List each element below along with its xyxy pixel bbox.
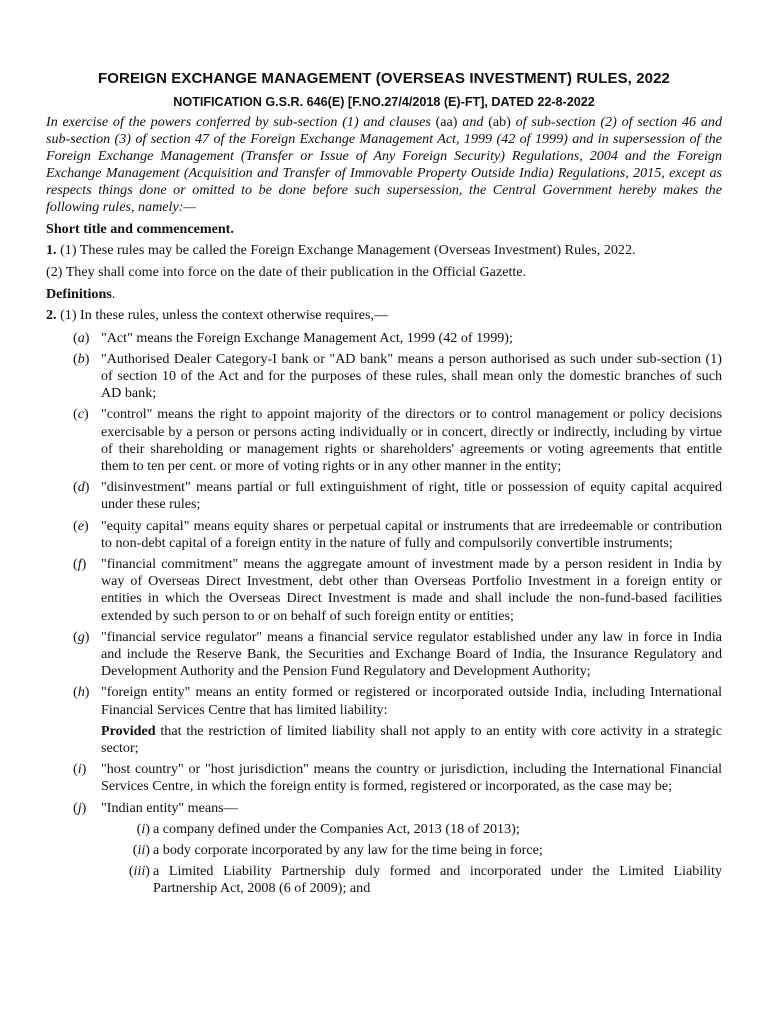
- definition-label: (b): [73, 350, 90, 367]
- definition-text: "Act" means the Foreign Exchange Management Act, 1999 (42 of 1999);: [101, 329, 513, 346]
- section-1-sub-2: (2) They shall come into force on the date of their publication in the Official Gazette.: [46, 263, 527, 280]
- section-1-sub-1-text: (1) These rules may be called the Foreign Exchange Management (Overseas Investment) Rules, 2022.: [56, 241, 636, 258]
- definition-text: "Indian entity" means—: [101, 799, 238, 816]
- definition-b: [46, 351, 722, 403]
- definition-text: "host country" or "host jurisdiction" means the country or jurisdiction, including the International Financial Services Centre, in which the foreign entity is formed, registered or incorporated, as the case may be;: [101, 761, 722, 795]
- definition-label: (a): [73, 329, 90, 346]
- indian-entity-clause-label-letter: i: [141, 820, 146, 837]
- clause-aa: (aa): [435, 114, 458, 130]
- section-1-number: 1.: [46, 241, 57, 258]
- definition-label-letter: d: [77, 479, 85, 496]
- section-2-heading: [46, 286, 722, 303]
- section-1-heading: Short title and commencement.: [46, 220, 234, 237]
- definition-text: "control" means the right to appoint majority of the directors or to control management or policy decisions exercisable by a person or persons acting individually or in concert, directly or indirectly, including by virtue of their shareholding or management rights or shareholders' agreements or voting agreements that entitle them to ten per cent. or more of voting rights or in any other manner in the entity;: [101, 406, 722, 474]
- definition-text: "financial commitment" means the aggregate amount of investment made by a person resident in India by way of Overseas Direct Investment, debt other than Overseas Portfolio Investment in a foreign entity or entities in which the Overseas Direct Investment is made and shall include the non-fund-based facilities extended by such person to or on behalf of such foreign entity or entities;: [101, 556, 722, 624]
- definition-h: [46, 684, 722, 718]
- indian-entity-clause-label: (ii): [132, 842, 150, 859]
- indian-entity-clause-label: (i): [136, 820, 150, 837]
- preamble: [46, 114, 722, 217]
- definition-text: "financial service regulator" means a financial service regulator established under any law in force in India and include the Reserve Bank, the Securities and Exchange Board of India, the Insurance Regulatory and Development Authority and the Pension Fund Regulatory and Development Authority;: [101, 628, 722, 680]
- indian-entity-clause-iii: [46, 863, 722, 897]
- definition-i: [46, 761, 722, 795]
- definition-label: (f): [73, 556, 87, 573]
- definition-label: (g): [73, 628, 90, 645]
- indian-entity-clause-text: a company defined under the Companies Act, 2013 (18 of 2013);: [153, 820, 520, 837]
- preamble-part-1: In exercise of the powers conferred by sub-section (1) and clauses: [46, 114, 436, 130]
- indian-entity-clause-label-letter: ii: [137, 842, 146, 859]
- definition-label: (h): [73, 684, 90, 701]
- definition-label: (j): [73, 799, 87, 816]
- definition-label-letter: h: [77, 684, 85, 701]
- section-2-heading-text: Definitions: [46, 286, 112, 303]
- definition-label: (e): [73, 517, 89, 534]
- indian-entity-clause-ii: [46, 842, 722, 859]
- proviso-lead: Provided: [101, 722, 156, 739]
- proviso-text: that the restriction of limited liability shall not apply to an entity with core activity in a strategic sector;: [101, 722, 722, 757]
- indian-entity-clause-label: (iii): [128, 863, 150, 880]
- preamble-part-2: and: [457, 114, 489, 130]
- definition-e: [46, 518, 722, 552]
- preamble-part-3: of sub-section (2) of section 46 and sub-section (3) of section 47 of the Foreign Exchange Management Act, 1999 (42 of 1999) and in supersession of the Foreign Exchange Management (Transfer or Issue of Any Foreign Security) Regulations, 2004 and the Foreign Exchange Management (Acquisition and Transfer of Immovable Property Outside India) Regulations, 2015, except as respects things done or omitted to be done before such supersession, the Central Government hereby makes the following rules, namely:—: [46, 114, 722, 216]
- definition-f: [46, 556, 722, 625]
- section-1-sub-1: [46, 242, 722, 259]
- indian-entity-clause-i: [46, 821, 722, 838]
- definition-label-letter: f: [77, 556, 82, 573]
- definitions-list: [46, 330, 722, 719]
- definition-label-letter: e: [77, 517, 84, 534]
- definition-label-letter: j: [77, 799, 82, 816]
- definition-label-letter: c: [77, 406, 84, 423]
- notification-reference: NOTIFICATION G.S.R. 646(E) [F.NO.27/4/2018 (E)-FT], DATED 22-8-2022: [173, 95, 595, 109]
- definition-text: "equity capital" means equity shares or perpetual capital or instruments that are irredeemable or contribution to non-debt capital of a foreign entity in the nature of fully and compulsorily convertible instruments;: [101, 517, 722, 551]
- definition-label-letter: i: [77, 761, 82, 778]
- document-title: FOREIGN EXCHANGE MANAGEMENT (OVERSEAS INVESTMENT) RULES, 2022: [97, 70, 670, 87]
- indian-entity-clause-text: a body corporate incorporated by any law for the time being in force;: [153, 842, 543, 859]
- definition-text: "Authorised Dealer Category-I bank or "AD bank" means a person authorised as such under sub-section (1) of section 10 of the Act and for the purposes of these rules, shall mean only the domestic branches of such AD bank;: [101, 350, 722, 402]
- section-2-intro: [46, 307, 722, 324]
- definition-text: "foreign entity" means an entity formed or registered or incorporated outside India, including International Financial Services Centre that has limited liability:: [101, 684, 722, 718]
- definition-label-letter: b: [77, 350, 85, 367]
- definition-label: (c): [73, 406, 89, 423]
- definition-a: [46, 330, 722, 347]
- indian-entity-clause-text: a Limited Liability Partnership duly formed and incorporated under the Limited Liability Partnership Act, 2008 (6 of 2009); and: [153, 863, 722, 897]
- definition-label: (i): [73, 761, 87, 778]
- indian-entity-sub-clauses: [46, 821, 722, 898]
- definition-c: [46, 406, 722, 475]
- definition-label-letter: a: [77, 329, 85, 346]
- definition-j: [46, 800, 722, 817]
- definition-d: [46, 479, 722, 513]
- definition-text: "disinvestment" means partial or full extinguishment of right, title or possession of equity capital acquired under these rules;: [101, 479, 722, 513]
- indian-entity-clause-label-letter: iii: [133, 863, 146, 880]
- definition-label-letter: g: [77, 628, 85, 645]
- section-2-number: 2.: [46, 307, 57, 324]
- definition-g: [46, 629, 722, 681]
- definitions-list-continued: [46, 761, 722, 817]
- proviso: [46, 723, 722, 757]
- definition-label: (d): [73, 479, 90, 496]
- section-2-heading-dot: .: [111, 286, 116, 303]
- section-2-intro-text: (1) In these rules, unless the context otherwise requires,—: [56, 307, 389, 324]
- clause-ab: (ab): [488, 114, 511, 130]
